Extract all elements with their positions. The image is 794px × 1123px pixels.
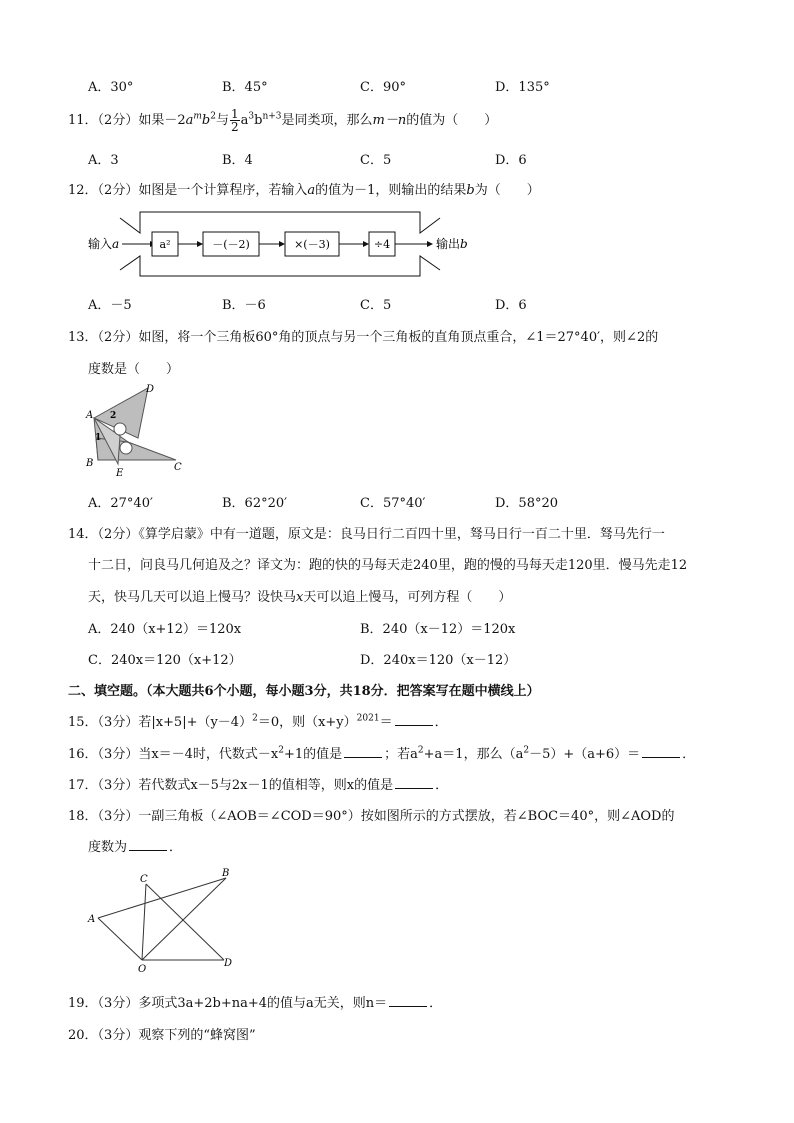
q14-stem-line1: 14．（2分）《算学启蒙》中有一道题，原文是：良马日行二百四十里，驽马日行一百二十里．驽马先行一	[68, 527, 665, 542]
label-A: A	[88, 914, 96, 925]
fraction-one-half: $\frac{1}{2}$	[230, 107, 239, 134]
q12-option-c: C．5	[360, 298, 392, 313]
calculation-program-diagram	[80, 208, 480, 280]
q11-option-a: A．3	[88, 153, 119, 168]
q10-option-b: B．45°	[222, 80, 268, 95]
q14-option-a: A．240（x+12）＝120x	[88, 622, 242, 637]
set-square-figure	[84, 866, 244, 974]
q12-stem: 12．（2分）如图是一个计算程序，若输入a的值为－1，则输出的结果b为（ ）	[68, 183, 540, 198]
q14-option-c: C．240x＝120（x+12）	[88, 653, 242, 668]
frame-bottom	[120, 256, 440, 276]
q10-option-c: C．90°	[360, 80, 406, 95]
q11-stem: 11．（2分）如果$-2a^mb^2$与 $\frac{1}{2}$ $a^3b^{n+3}$是同类项，那么m－n的值为（ ）	[68, 107, 498, 134]
q16-answer-blank-1[interactable]	[344, 745, 382, 758]
q14-option-d: D．240x＝120（x－12）	[360, 653, 517, 668]
box-square-label: a²	[159, 238, 171, 251]
q12-option-a: A．－5	[88, 298, 132, 313]
label-C: C	[140, 874, 148, 885]
box-minus-neg2-label: －(－2)	[212, 238, 250, 251]
q17-stem: 17．（3分）若代数式x－5与2x－1的值相等，则x的值是 ．	[68, 778, 449, 793]
label-E: E	[116, 468, 124, 478]
label-O: O	[138, 964, 147, 974]
q10-option-a: A．30°	[88, 80, 134, 95]
box-times-neg3-label: ×(－3)	[294, 238, 330, 251]
q18-stem-line2: 度数为 ．	[88, 840, 183, 855]
label-D: D	[146, 384, 155, 395]
q13-stem-line1: 13．（2分）如图，将一个三角板60°角的顶点与另一个三角板的直角顶点重合，∠1＝27°40′，则∠2的	[68, 330, 659, 345]
section-2-title: 二、填空题。（本大题共6个小题，每小题3分，共18分．把答案写在题中横线上）	[68, 684, 540, 699]
q20-stem: 20．（3分）观察下列的“蜂窝图”	[68, 1028, 256, 1043]
q11-option-c: C．5	[360, 153, 392, 168]
q19-answer-blank[interactable]	[389, 994, 427, 1007]
q14-stem-line2: 十二日，问良马几何追及之？译文为：跑的快的马每天走240里，跑的慢的马每天走120里．慢马先走12	[88, 558, 688, 573]
label-angle-2: 2	[110, 411, 117, 421]
q18-stem-line1: 18．（3分）一副三角板（∠AOB＝∠COD＝90°）按如图所示的方式摆放，若∠BOC＝40°，则∠AOD的	[68, 809, 675, 824]
label-B: B	[222, 868, 230, 879]
label-B: B	[86, 458, 94, 469]
q11-option-d: D．6	[495, 153, 527, 168]
triangle-boards-figure	[82, 380, 192, 478]
box-div4-label: ÷4	[373, 238, 391, 251]
q10-option-d: D．135°	[495, 80, 550, 95]
q13-option-d: D．58°20	[495, 496, 559, 511]
q15-stem: 15．（3分）若$|x+5|+(y-4)^2=0$，则$(x+y)^{2021}=$ ．	[68, 713, 448, 730]
q13-option-b: B．62°20′	[222, 496, 288, 511]
label-angle-1: 1	[95, 433, 102, 443]
frame-top	[120, 212, 440, 233]
q12-option-b: B．－6	[222, 298, 266, 313]
q19-stem: 19．（3分）多项式3a+2b+na+4的值与a无关，则n＝ ．	[68, 996, 443, 1011]
q18-answer-blank[interactable]	[129, 838, 167, 851]
q17-answer-blank[interactable]	[395, 776, 433, 789]
q14-stem-line3: 天，快马几天可以追上慢马？设快马x天可以追上慢马，可列方程（ ）	[88, 590, 512, 605]
q13-option-c: C．57°40′	[360, 496, 426, 511]
q11-option-b: B．4	[222, 153, 253, 168]
q16-stem: 16．（3分）当x＝－4时，代数式$-x^2+1$的值是 ；若$a^2+a=1$，那么$(a^2-5)+(a+6)=$ ．	[68, 745, 696, 762]
q12-option-d: D．6	[495, 298, 527, 313]
label-A: A	[86, 410, 94, 421]
q14-option-b: B．240（x－12）＝120x	[360, 622, 516, 637]
input-label: 输入a	[88, 237, 120, 251]
output-label: 输出b	[436, 237, 468, 251]
q13-option-a: A．27°40′	[88, 496, 153, 511]
q16-answer-blank-2[interactable]	[642, 745, 680, 758]
q15-answer-blank[interactable]	[395, 713, 433, 726]
label-C: C	[174, 462, 182, 473]
label-D: D	[224, 958, 233, 969]
q13-stem-line2: 度数是（ ）	[88, 362, 180, 377]
